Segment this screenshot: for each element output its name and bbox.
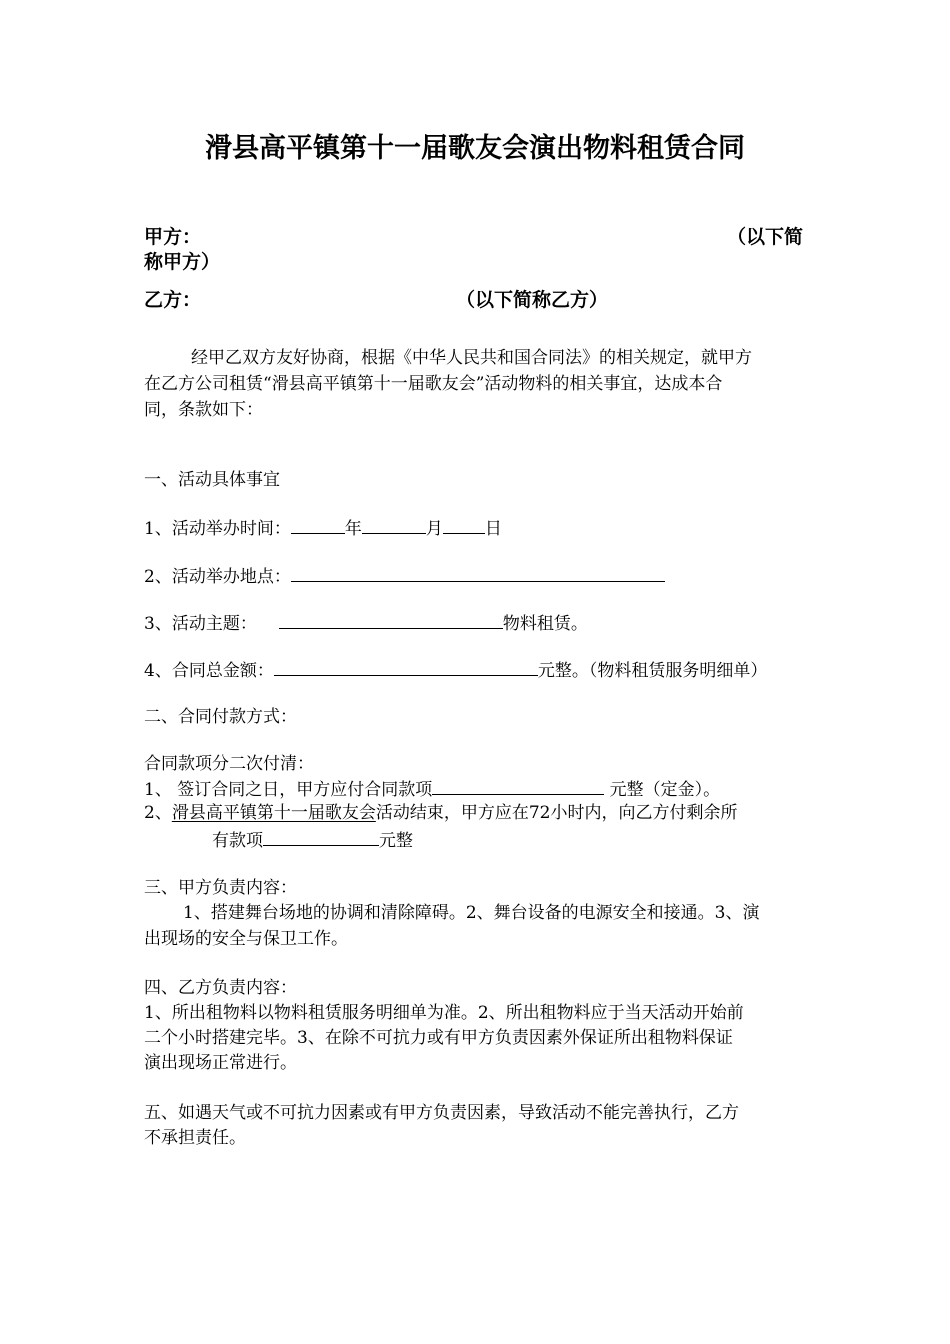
deposit-blank[interactable] <box>432 776 604 795</box>
section-4-line-3: 演出现场正常进行。 <box>144 1053 297 1073</box>
payment-intro: 合同款项分二次付清： <box>144 754 314 774</box>
payment-item-2-cont-suffix: 元整 <box>379 831 413 851</box>
party-b-suffix: （以下简称乙方） <box>456 289 609 311</box>
payment-item-2 <box>144 801 737 825</box>
event-theme-row <box>144 610 588 636</box>
payment-item-1-prefix: 1、 签订合同之日，甲方应付合同款项 <box>144 780 433 800</box>
year-label: 年 <box>344 519 362 539</box>
month-label: 月 <box>425 519 443 539</box>
section-3-heading: 三、甲方负责内容： <box>144 878 297 898</box>
day-blank[interactable] <box>443 515 485 534</box>
payment-item-2-event: 滑县高平镇第十一届歌友会 <box>171 803 376 823</box>
contract-amount-suffix: 元整。（物料租赁服务明细单） <box>537 661 768 681</box>
intro-line-2: 在乙方公司租赁“滑县高平镇第十一届歌友会”活动物料的相关事宜，达成本合 <box>144 374 723 394</box>
event-place-row <box>144 563 665 589</box>
payment-item-1-suffix: 元整（定金）。 <box>604 780 721 800</box>
contract-amount-row <box>144 657 767 683</box>
day-label: 日 <box>484 519 502 539</box>
payment-item-1 <box>144 776 720 802</box>
page-title: 滑县高平镇第十一届歌友会演出物料租赁合同 <box>205 133 745 164</box>
year-blank[interactable] <box>291 515 345 534</box>
event-time-row <box>144 515 502 541</box>
section-3-line-2: 出现场的安全与保卫工作。 <box>144 929 348 949</box>
party-b-label: 乙方： <box>144 289 202 311</box>
amount-blank[interactable] <box>274 657 538 676</box>
intro-line-3: 同，条款如下： <box>144 400 263 420</box>
event-theme-label: 3、活动主题： <box>144 614 257 634</box>
contract-amount-label: 4、合同总金额： <box>144 661 274 681</box>
place-blank[interactable] <box>291 563 665 582</box>
party-a-suffix: （以下简 <box>727 226 804 248</box>
month-blank[interactable] <box>362 515 426 534</box>
balance-blank[interactable] <box>263 827 379 846</box>
section-4-line-1: 1、所出租物料以物料租赁服务明细单为准。2、所出租物料应于当天活动开始前 <box>144 1003 744 1023</box>
event-theme-suffix: 物料租赁。 <box>502 614 588 634</box>
event-place-label: 2、活动举办地点： <box>144 567 291 587</box>
party-a-label: 甲方： <box>144 226 202 248</box>
payment-item-2-rest: 活动结束，甲方应在72小时内，向乙方付剩余所 <box>375 803 738 823</box>
payment-item-2-cont-prefix: 有款项 <box>212 831 263 851</box>
section-4-heading: 四、乙方负责内容： <box>144 978 297 998</box>
intro-line-1: 经甲乙双方友好协商，根据《中华人民共和国合同法》的相关规定，就甲方 <box>191 348 752 368</box>
section-2-heading: 二、合同付款方式： <box>144 707 297 727</box>
section-1-heading: 一、活动具体事宜 <box>144 470 280 490</box>
party-a-suffix-cont: 称甲方） <box>144 251 221 273</box>
section-4-line-2: 二个小时搭建完毕。3、在除不可抗力或有甲方负责因素外保证所出租物料保证 <box>144 1028 733 1048</box>
section-3-line-1: 1、搭建舞台场地的协调和清除障碍。2、舞台设备的电源安全和接通。3、演 <box>183 903 760 923</box>
theme-blank[interactable] <box>279 610 503 629</box>
section-5-line-1: 五、如遇天气或不可抗力因素或有甲方负责因素，导致活动不能完善执行，乙方 <box>144 1103 739 1123</box>
payment-item-2-num: 2、 <box>144 803 172 823</box>
payment-item-2-cont <box>212 827 413 853</box>
section-5-line-2: 不承担责任。 <box>144 1128 246 1148</box>
event-time-label: 1、活动举办时间： <box>144 519 291 539</box>
